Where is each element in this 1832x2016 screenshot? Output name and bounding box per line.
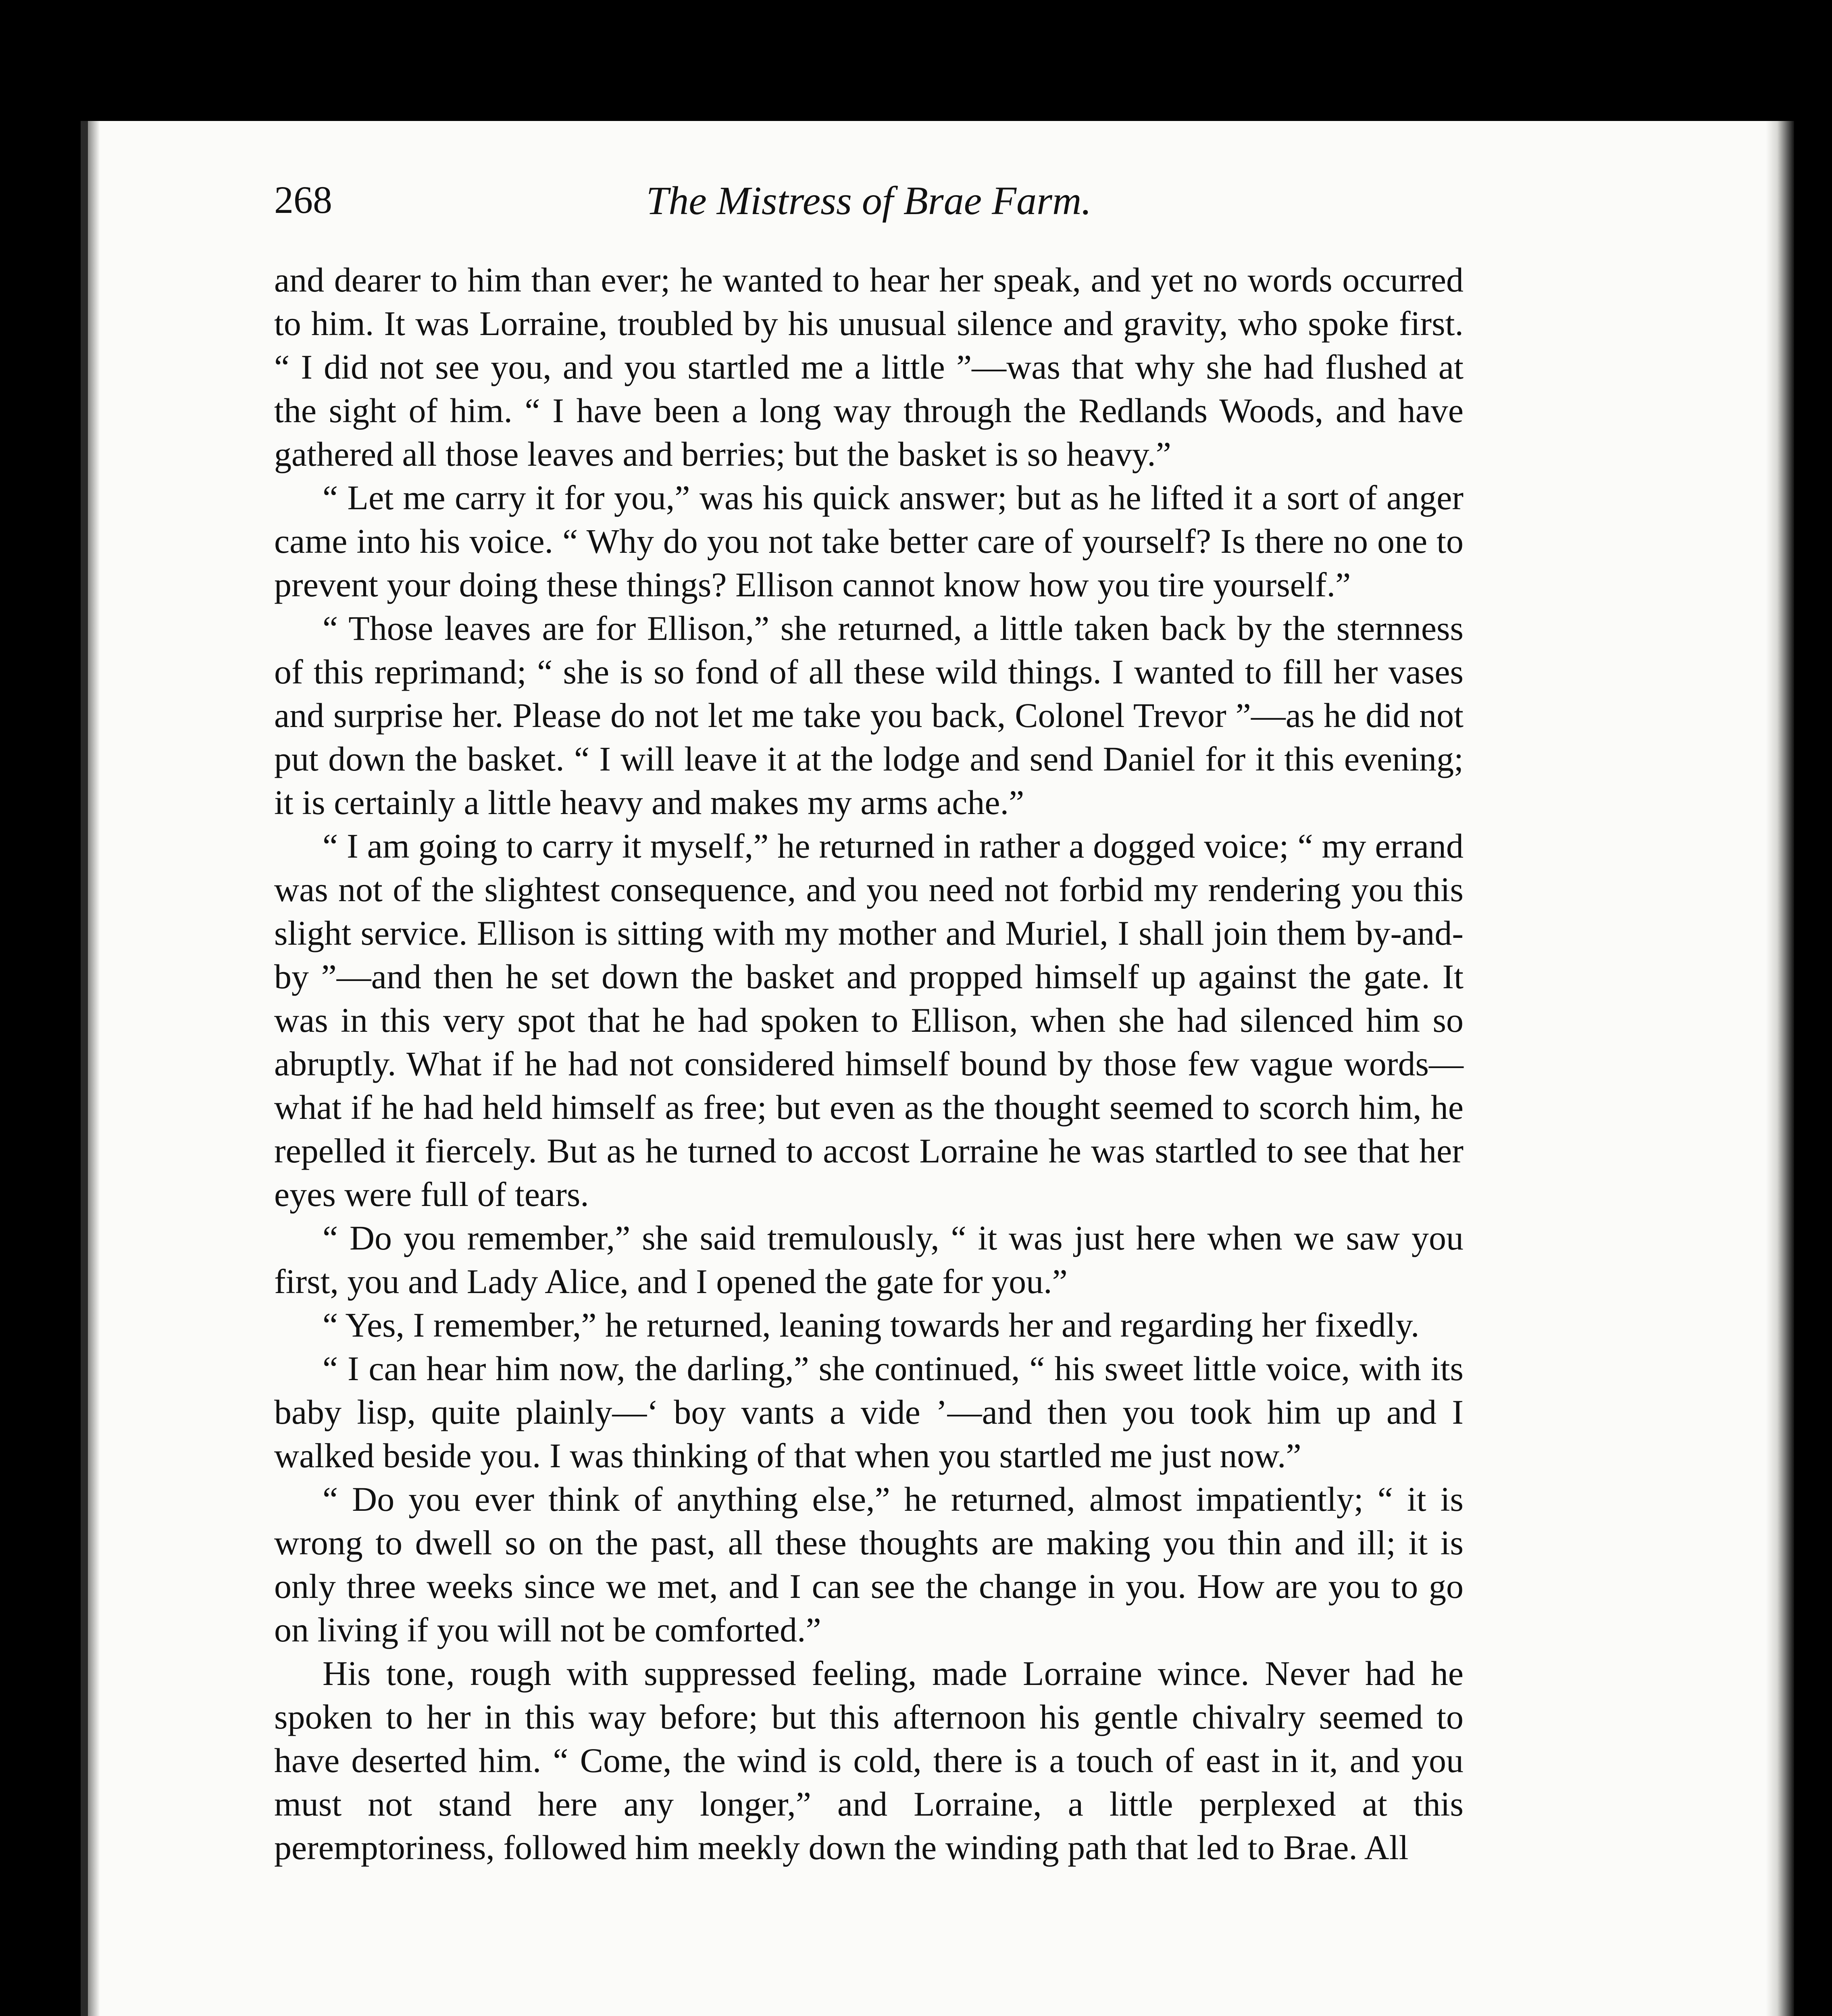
paragraph-4: “ I am going to carry it myself,” he returned in rather a dogged voice; “ my errand was not of the slightest consequence, and you need not forbid my rendering you this slight service. Ellison is sitting with my mother and Muriel, I shall join them by-and-by ”—and then he set down the basket and propped himself up against the gate. It was in this very spot that he had spoken to Ellison, when she had silenced him so abruptly. What if he had not considered himself bound by those few vague words—what if he had held himself as free; but even as the thought seemed to scorch him, he repelled it fiercely. But as he turned to accost Lorraine he was startled to see that her eyes were full of tears. bbox=[274, 827, 1464, 1214]
page-number: 268 bbox=[274, 178, 332, 221]
page-binding-edge bbox=[1766, 121, 1794, 2016]
paragraph-6: “ Yes, I remember,” he returned, leaning towards her and regarding her fixedly. bbox=[323, 1306, 1420, 1344]
paragraph-3: “ Those leaves are for Ellison,” she returned, a little taken back by the sternness of this reprimand; “ she is so fond of all these wild things. I wanted to fill her vases and surprise her. Please do not let me take you back, Colonel Trevor ”—as he did not put down the basket. “ I will leave it at the lodge and send Daniel for it this evening; it is certainly a little heavy and makes my arms ache.” bbox=[274, 609, 1464, 822]
paragraph-1: and dearer to him than ever; he wanted to hear her speak, and yet no words occurred to him. It was Lorraine, troubled by his unusual silence and gravity, who spoke first. “ I did not see you, and you startled me a little ”—was that why she had flushed at the sight of him. “ I have been a long way through the Redlands Woods, and have gathered all those leaves and berries; but the basket is so heavy.” bbox=[274, 260, 1464, 473]
body-text bbox=[274, 258, 1464, 1869]
paragraph-5: “ Do you remember,” she said tremulously, “ it was just here when we saw you first, you and Lady Alice, and I opened the gate for you.” bbox=[274, 1218, 1464, 1301]
paragraph-8: “ Do you ever think of anything else,” he returned, almost impatiently; “ it is wrong to dwell so on the past, all these thoughts are making you thin and ill; it is only three weeks since we met, and I can see the change in you. How are you to go on living if you will not be comforted.” bbox=[274, 1480, 1464, 1649]
running-header bbox=[274, 177, 1464, 234]
paragraph-7: “ I can hear him now, the darling,” she continued, “ his sweet little voice, with its baby lisp, quite plainly—‘ boy vants a vide ’—and then you took him up and I walked beside you. I was thinking of that when you startled me just now.” bbox=[274, 1349, 1464, 1475]
page-left-shadow bbox=[88, 121, 100, 2016]
paragraph-9: His tone, rough with suppressed feeling, made Lorraine wince. Never had he spoken to her in this way before; but this afternoon his gentle chivalry seemed to have deserted him. “ Come, the wind is cold, there is a touch of east in it, and you must not stand here any longer,” and Lorraine, a little perplexed at this peremptoriness, followed him meekly down the winding path that led to Brae. All bbox=[274, 1654, 1464, 1867]
running-title: The Mistress of Brae Farm. bbox=[646, 178, 1092, 223]
paragraph-2: “ Let me carry it for you,” was his quick answer; but as he lifted it a sort of anger came into his voice. “ Why do you not take better care of yourself? Is there no one to prevent your doing these things? Ellison cannot know how you tire yourself.” bbox=[274, 478, 1464, 604]
